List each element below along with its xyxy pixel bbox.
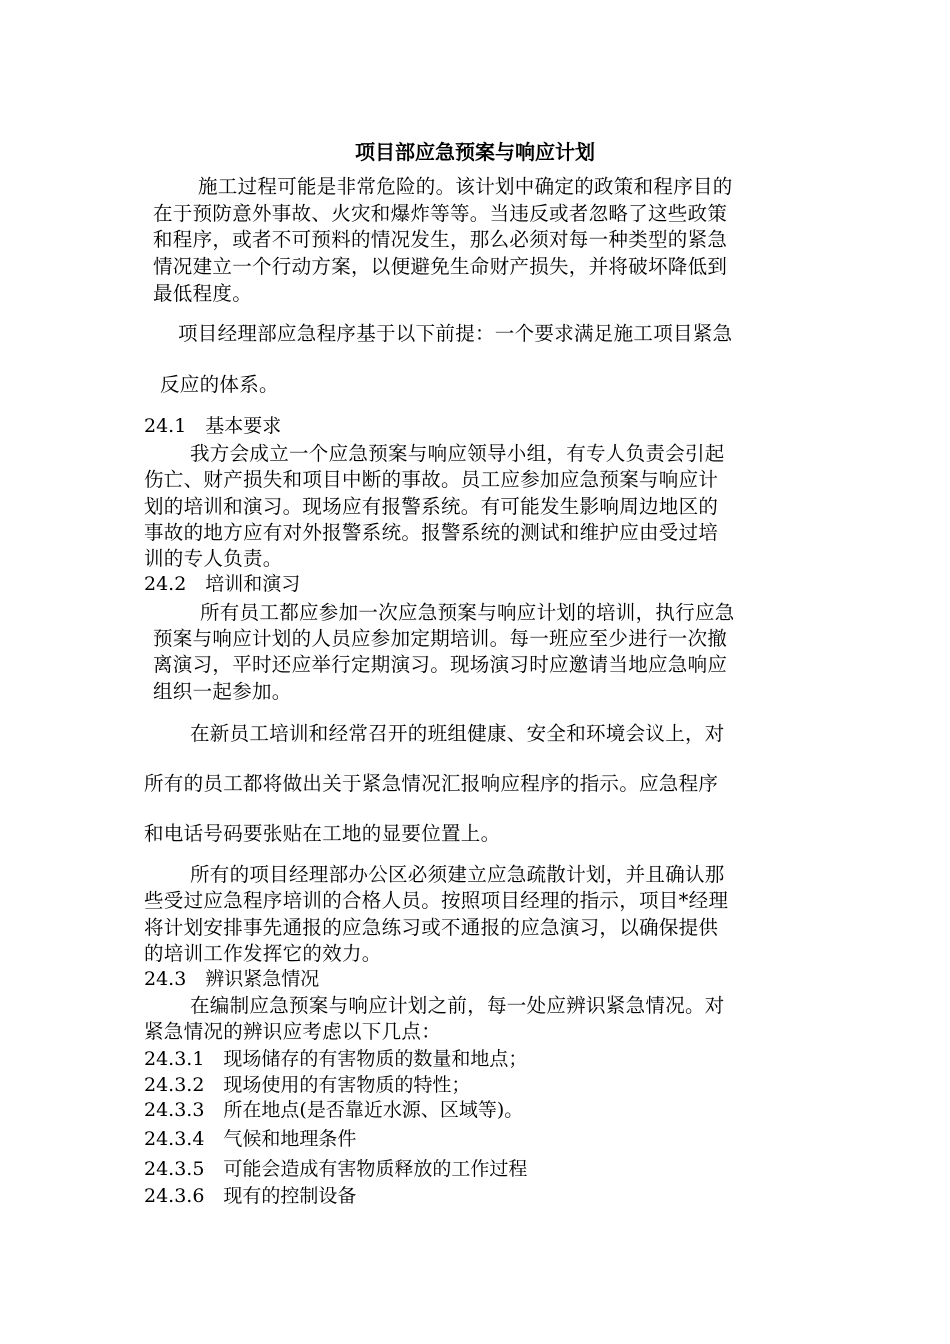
s24-1-line-4: 事故的地方应有对外报警系统。报警系统的测试和维护应由受过培 [144,521,719,544]
section-24-1-heading: 24.1 基本要求 [144,415,282,437]
premise-line-1: 项目经理部应急程序基于以下前提：一个要求满足施工项目紧急 [178,322,733,345]
s24-2-para3-line-2: 些受过应急程序培训的合格人员。按照项目经理的指示，项目*经理 [144,889,729,912]
s24-2-para2-line-1: 在新员工培训和经常召开的班组健康、安全和环境会议上，对 [190,722,725,745]
intro-line-2: 在于预防意外事故、火灾和爆炸等等。当违反或者忽略了这些政策 [153,202,728,225]
list-item-24-3-5: 24.3.5 可能会造成有害物质释放的工作过程 [144,1158,528,1180]
s24-3-line-1: 在编制应急预案与响应计划之前，每一处应辨识紧急情况。对 [190,994,725,1017]
s24-2-line-4: 组织一起参加。 [153,680,292,703]
document-title: 项目部应急预案与响应计划 [355,140,595,164]
list-item-24-3-4: 24.3.4 气候和地理条件 [144,1128,357,1150]
section-24-3-heading: 24.3 辨识紧急情况 [144,968,320,990]
s24-2-para3-line-3: 将计划安排事先通报的应急练习或不通报的应急演习，以确保提供 [144,916,719,939]
section-24-2-heading: 24.2 培训和演习 [144,573,301,595]
s24-1-line-5: 训的专人负责。 [144,547,283,570]
s24-2-line-3: 离演习，平时还应举行定期演习。现场演习时应邀请当地应急响应 [153,653,728,676]
s24-2-line-2: 预案与响应计划的人员应参加定期培训。每一班应至少进行一次撤 [153,627,728,650]
list-item-24-3-6: 24.3.6 现有的控制设备 [144,1185,357,1207]
intro-line-5: 最低程度。 [153,282,253,305]
list-item-24-3-1: 24.3.1 现场储存的有害物质的数量和地点； [144,1048,528,1070]
s24-2-para3-line-1: 所有的项目经理部办公区必须建立应急疏散计划，并且确认那 [190,863,725,886]
premise-line-2: 反应的体系。 [160,373,279,396]
s24-1-line-2: 伤亡、财产损失和项目中断的事故。员工应参加应急预案与响应计 [144,468,719,491]
list-item-24-3-3: 24.3.3 所在地点(是否靠近水源、区域等)。 [144,1099,524,1121]
s24-1-line-1: 我方会成立一个应急预案与响应领导小组，有专人负责会引起 [190,442,725,465]
s24-1-line-3: 划的培训和演习。现场应有报警系统。有可能发生影响周边地区的 [144,495,719,518]
s24-2-para2-line-2: 所有的员工都将做出关于紧急情况汇报响应程序的指示。应急程序 [144,772,719,795]
intro-line-3: 和程序，或者不可预料的情况发生，那么必须对每一种类型的紧急 [153,228,728,251]
intro-line-4: 情况建立一个行动方案，以便避免生命财产损失，并将破坏降低到 [153,255,728,278]
s24-2-line-1: 所有员工都应参加一次应急预案与响应计划的培训，执行应急 [200,601,735,624]
s24-3-line-2: 紧急情况的辨识应考虑以下几点： [144,1020,442,1043]
s24-2-para2-line-3: 和电话号码要张贴在工地的显要位置上。 [144,822,501,845]
list-item-24-3-2: 24.3.2 现场使用的有害物质的特性； [144,1074,471,1096]
intro-line-1: 施工过程可能是非常危险的。该计划中确定的政策和程序目的 [198,175,733,198]
s24-2-para3-line-4: 的培训工作发挥它的效力。 [144,942,382,965]
